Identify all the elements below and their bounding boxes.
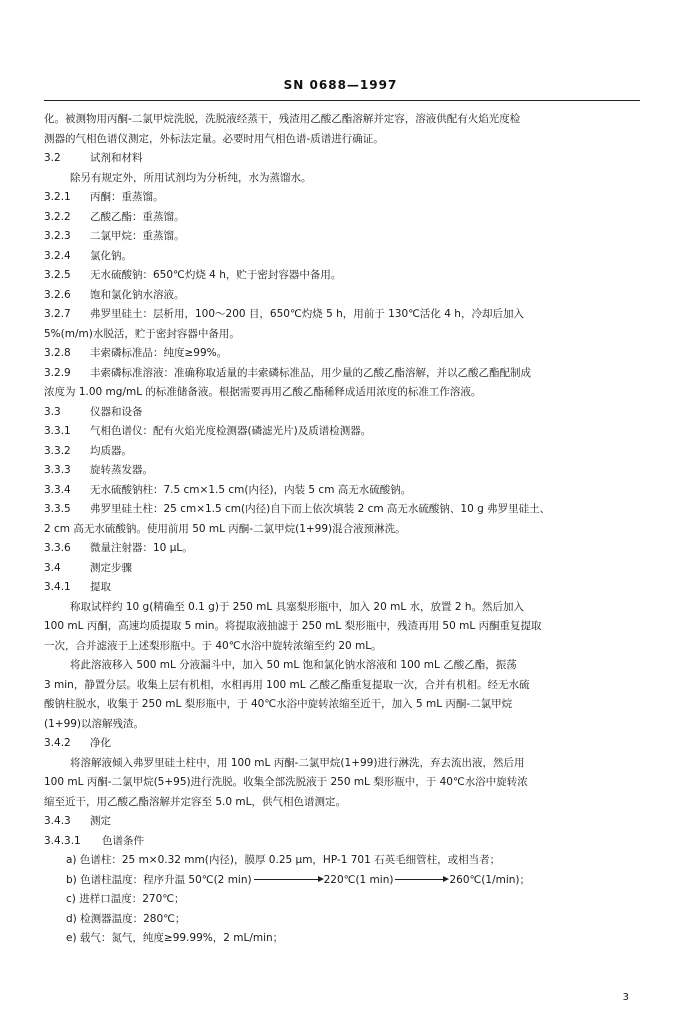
condition-item: e) 载气：氮气，纯度≥99.99%，2 mL/min； <box>66 932 284 944</box>
text-line: 缩至近干，用乙酸乙酯溶解并定容至 5.0 mL，供气相色谱测定。 <box>44 795 346 808</box>
item-text: 乙酸乙酯：重蒸馏。 <box>90 210 185 223</box>
item-number: 3.2.8 <box>44 347 71 359</box>
text-line: 100 mL 丙酮，高速均质提取 5 min。将提取液抽滤于 250 mL 梨形瓶中，残渣再用 50 mL 丙酮重复提取 <box>44 620 542 632</box>
subsection-heading <box>44 832 644 852</box>
item-text: 丰索磷标准品：纯度≥99%。 <box>90 347 228 359</box>
item-number: 3.3.1 <box>44 425 71 437</box>
text-line: 3 min，静置分层。收集上层有机相，水相再用 100 mL 乙酸乙酯重复提取一次，合并有机相。经无水硫 <box>44 678 530 691</box>
ramp-arrow-icon <box>393 871 449 891</box>
text-line: 一次，合并滤液于上述梨形瓶中。于 40℃水浴中旋转浓缩至约 20 mL。 <box>44 639 382 652</box>
item-text: 弗罗里硅土柱：25 cm×1.5 cm(内径)自下而上依次填装 2 cm 高无水硫酸钠、10 g 弗罗里硅土、 <box>90 503 551 515</box>
section-title: 测定步骤 <box>90 561 132 574</box>
item-number: 3.2.6 <box>44 288 71 301</box>
item-number: 3.2.3 <box>44 230 71 242</box>
text-line: 浓度为 1.00 mg/mL 的标准储备液。根据需要再用乙酸乙酯稀释成适用浓度的标准工作溶液。 <box>44 386 482 398</box>
item-text: 氯化钠。 <box>90 249 132 262</box>
section-title: 色谱条件 <box>102 834 144 847</box>
text-line: 将溶解液倾入弗罗里硅土柱中，用 100 mL 丙酮-二氯甲烷(1+99)进行淋洗，弃去流出液，然后用 <box>70 756 525 769</box>
item-number: 3.2.1 <box>44 191 71 203</box>
section-number: 3.3 <box>44 405 61 418</box>
condition-text: b) 色谱柱温度：程序升温 50℃(2 min) <box>66 873 252 886</box>
text-line: 测器的气相色谱仪测定，外标法定量。必要时用气相色谱-质谱进行确证。 <box>44 132 384 145</box>
item-number: 3.2.9 <box>44 366 71 379</box>
page-number: 3 <box>622 992 629 1003</box>
section-number: 3.2 <box>44 152 61 164</box>
text-line: 将此溶液移入 500 mL 分液漏斗中，加入 50 mL 饱和氯化钠水溶液和 100 mL 乙酸乙酯，振荡 <box>70 659 517 671</box>
section-title: 净化 <box>90 737 111 749</box>
condition-item: d) 检测器温度：280℃； <box>66 912 186 925</box>
item-number: 3.2.5 <box>44 269 71 281</box>
text-line: 称取试样约 10 g(精确至 0.1 g)于 250 mL 具塞梨形瓶中，加入 20 mL 水，放置 2 h。然后加入 <box>70 600 525 613</box>
list-item <box>44 481 644 501</box>
section-heading <box>44 403 644 423</box>
condition-text: 260℃(1/min)； <box>449 873 531 886</box>
item-text: 丰索磷标准溶液：准确称取适量的丰索磷标准品，用少量的乙酸乙酯溶解，并以乙酸乙酯配制成 <box>90 366 531 379</box>
list-item <box>44 500 644 520</box>
list-item <box>44 442 644 462</box>
list-item <box>44 266 644 286</box>
section-heading <box>44 149 644 169</box>
item-text: 二氯甲烷：重蒸馏。 <box>90 230 185 242</box>
item-text: 丙酮：重蒸馏。 <box>90 191 164 203</box>
subsection-heading <box>44 812 644 832</box>
item-text: 弗罗里硅土：层析用，100～200 目，650℃灼烧 5 h，用前于 130℃活化 4 h，冷却后加入 <box>90 308 524 320</box>
condition-item <box>44 871 644 891</box>
list-item <box>44 539 644 559</box>
section-title: 仪器和设备 <box>90 405 143 418</box>
condition-item: c) 进样口温度：270℃； <box>66 893 185 905</box>
item-number: 3.3.5 <box>44 503 71 515</box>
section-title: 试剂和材料 <box>90 152 143 164</box>
list-item <box>44 344 644 364</box>
item-number: 3.3.2 <box>44 444 71 457</box>
list-item <box>44 188 644 208</box>
item-text: 微量注射器：10 μL。 <box>90 542 193 554</box>
item-text: 无水硫酸钠：650℃灼烧 4 h，贮于密封容器中备用。 <box>90 269 342 281</box>
text-line: 除另有规定外，所用试剂均为分析纯，水为蒸馏水。 <box>70 171 312 184</box>
text-line: (1+99)以溶解残渣。 <box>44 717 145 730</box>
section-number: 3.4.3 <box>44 815 71 827</box>
item-number: 3.2.2 <box>44 210 71 223</box>
condition-item: a) 色谱柱：25 m×0.32 mm(内径)，膜厚 0.25 μm，HP-1 701 石英毛细管柱，或相当者； <box>66 854 501 866</box>
list-item <box>44 286 644 306</box>
section-number: 3.4.1 <box>44 581 71 593</box>
list-item <box>44 461 644 481</box>
item-text: 旋转蒸发器。 <box>90 464 153 476</box>
list-item <box>44 208 644 228</box>
section-heading <box>44 559 644 579</box>
list-item <box>44 305 644 325</box>
item-text: 饱和氯化钠水溶液。 <box>90 288 185 301</box>
item-number: 3.2.7 <box>44 308 71 320</box>
text-line: 酸钠柱脱水，收集于 250 mL 梨形瓶中，于 40℃水浴中旋转浓缩至近干，加入 5 mL 丙酮-二氯甲烷 <box>44 698 513 710</box>
subsection-heading <box>44 734 644 754</box>
item-number: 3.3.6 <box>44 542 71 554</box>
condition-text: 220℃(1 min) <box>323 873 394 886</box>
subsection-heading <box>44 578 644 598</box>
section-title: 提取 <box>90 581 111 593</box>
text-line: 5%(m/m)水脱活，贮于密封容器中备用。 <box>44 327 240 340</box>
section-number: 3.4.2 <box>44 737 71 749</box>
ramp-arrow-icon <box>252 871 324 891</box>
document-body <box>44 110 644 949</box>
list-item <box>44 227 644 247</box>
list-item <box>44 422 644 442</box>
text-line: 2 cm 高无水硫酸钠。使用前用 50 mL 丙酮-二氯甲烷(1+99)混合液预淋洗。 <box>44 522 406 535</box>
item-number: 3.2.4 <box>44 249 71 262</box>
list-item <box>44 247 644 267</box>
item-text: 无水硫酸钠柱：7.5 cm×1.5 cm(内径)，内装 5 cm 高无水硫酸钠。 <box>90 483 412 496</box>
page-header: SN 0688—1997 <box>283 78 398 92</box>
item-number: 3.3.3 <box>44 464 71 476</box>
item-text: 均质器。 <box>90 444 132 457</box>
item-number: 3.3.4 <box>44 483 71 496</box>
text-line: 化。被测物用丙酮-二氯甲烷洗脱，洗脱液经蒸干，残渣用乙酸乙酯溶解并定容，溶液供配有火焰光度检 <box>44 113 521 125</box>
header-rule <box>44 100 640 101</box>
list-item <box>44 364 644 384</box>
section-number: 3.4.3.1 <box>44 834 81 847</box>
item-text: 气相色谱仪：配有火焰光度检测器(磷滤光片)及质谱检测器。 <box>90 425 372 437</box>
text-line: 100 mL 丙酮-二氯甲烷(5+95)进行洗脱。收集全部洗脱液于 250 mL 梨形瓶中，于 40℃水浴中旋转浓 <box>44 776 528 788</box>
section-title: 测定 <box>90 815 111 827</box>
section-number: 3.4 <box>44 561 61 574</box>
